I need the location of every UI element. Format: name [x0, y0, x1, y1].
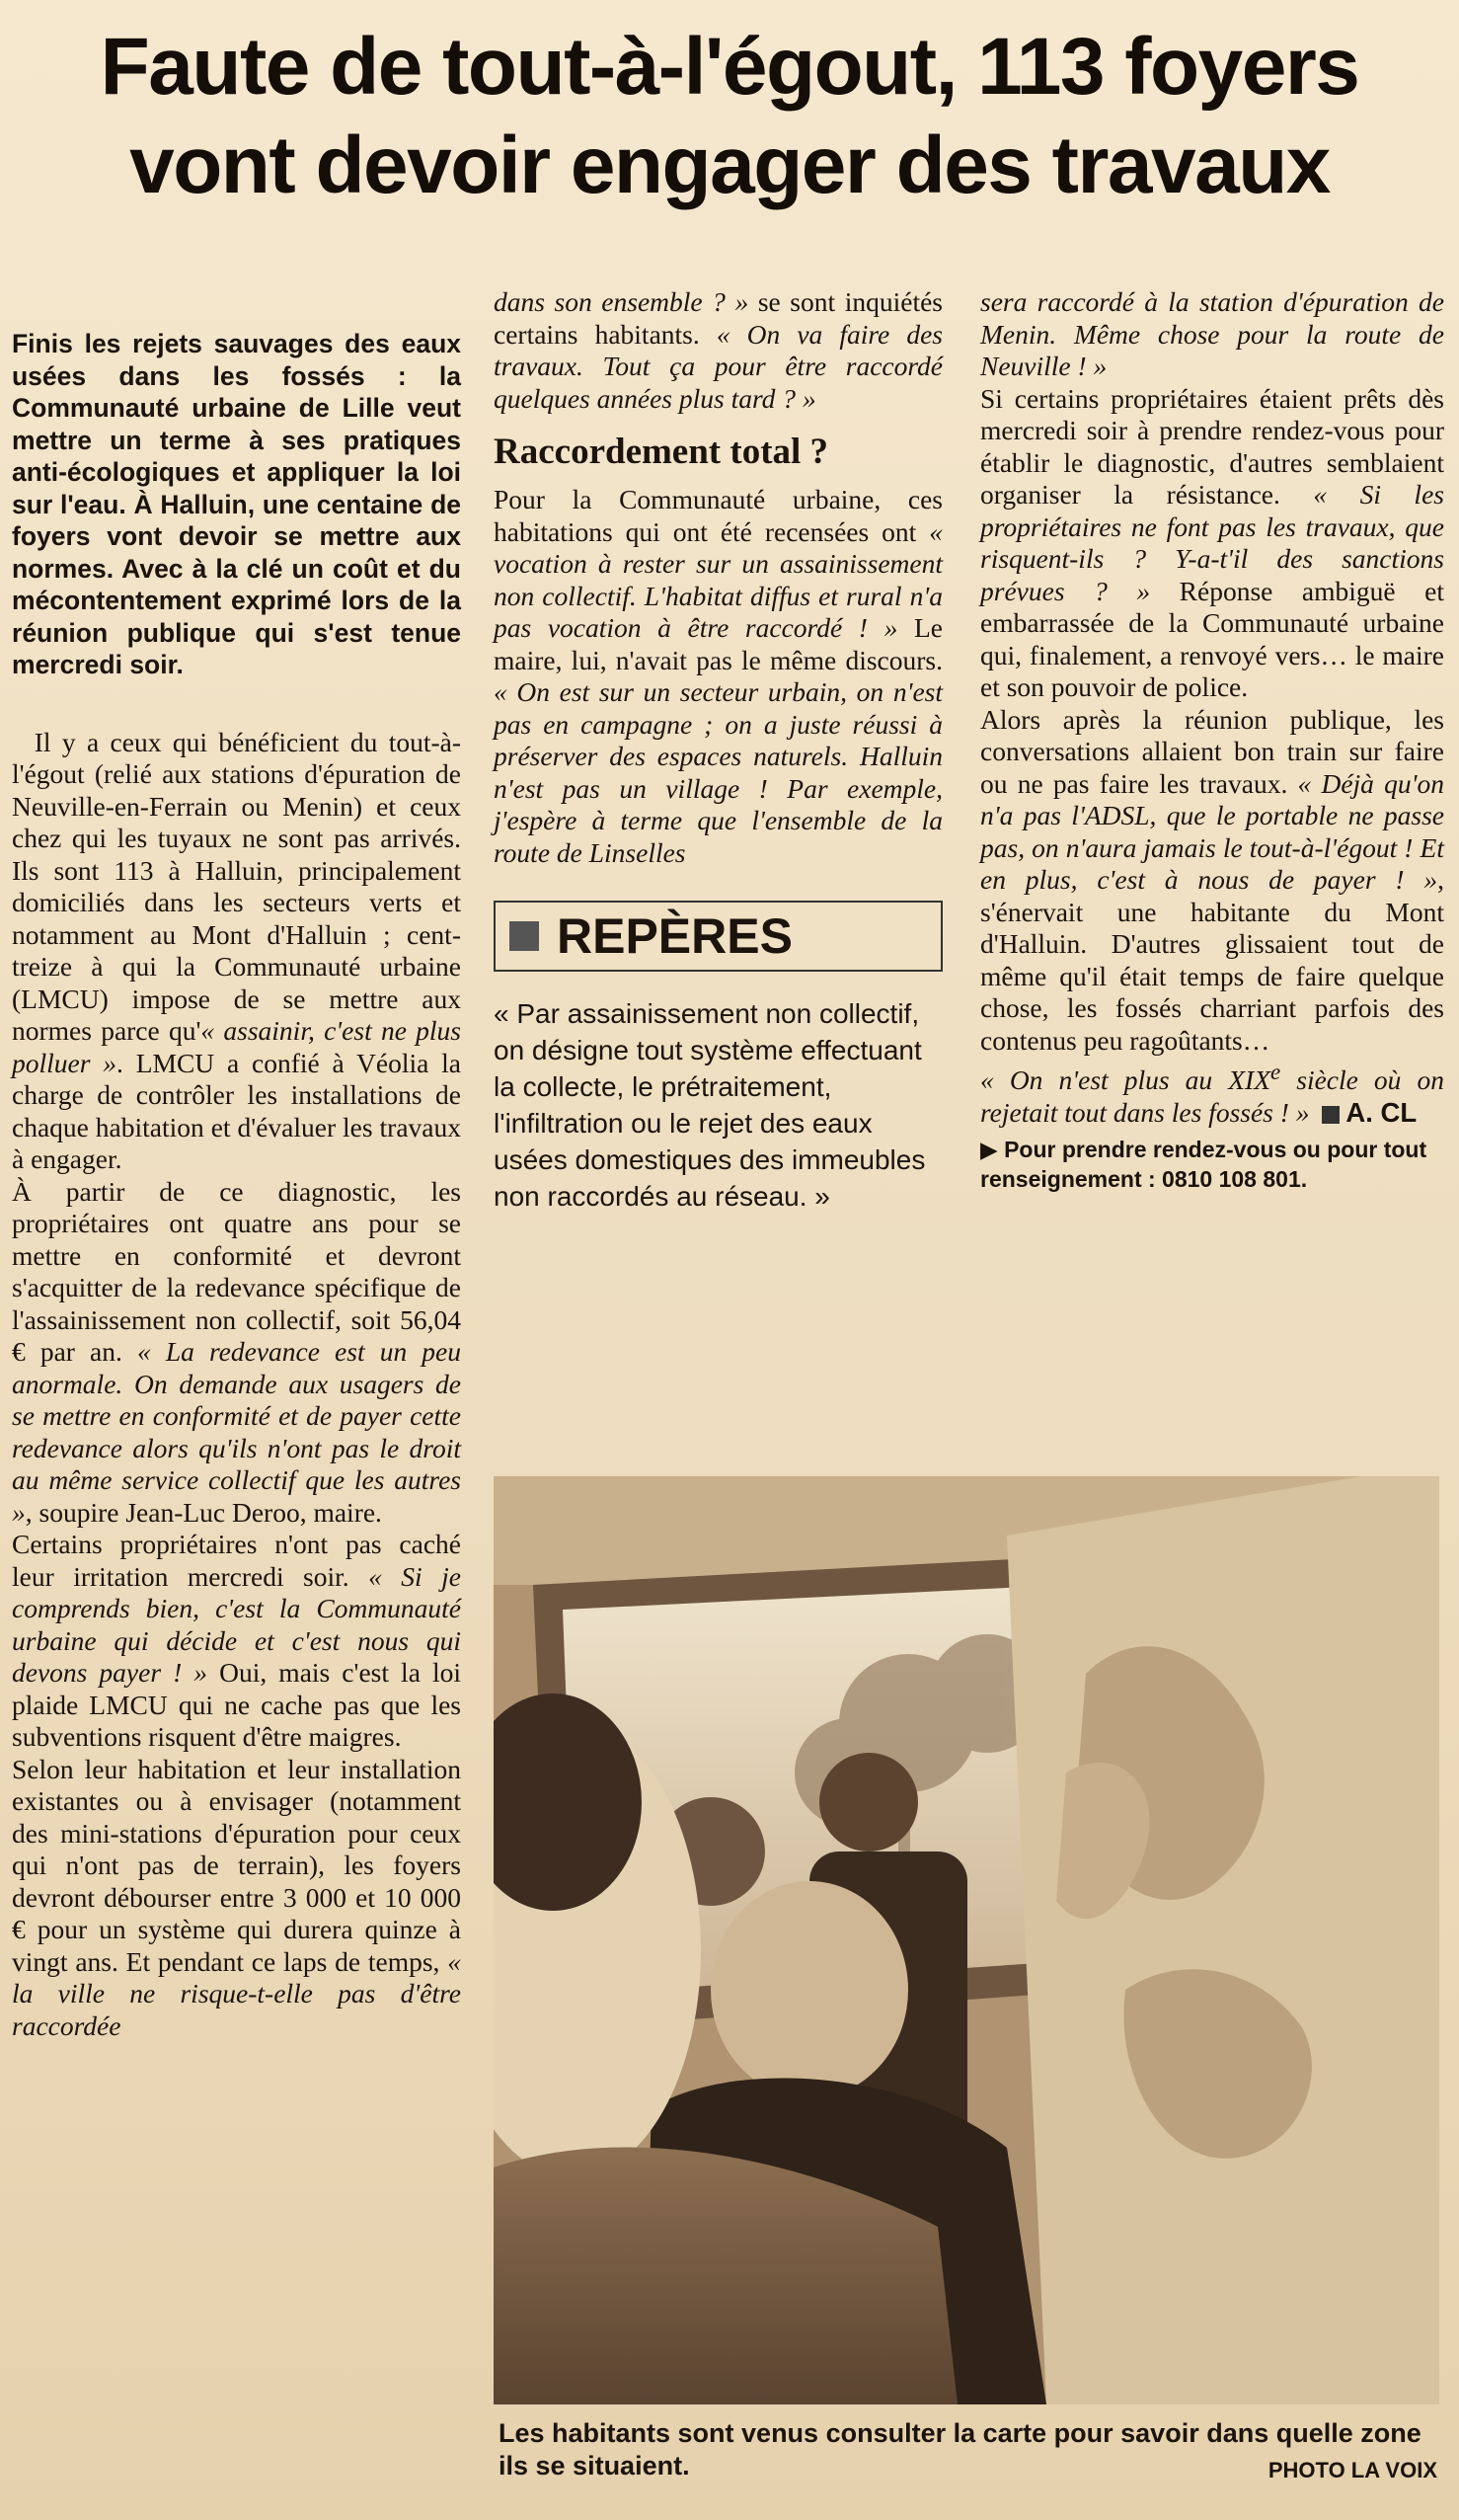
- body-paragraph: [494, 484, 943, 869]
- text-run: Si certains propriétaires étaient prêts dès mercredi soir à prendre rendez-vous pour établir le diagnostic, d'autres semblaient organiser la résistance.: [980, 382, 1444, 510]
- body-paragraph: [980, 383, 1444, 704]
- contact-info: ▶ Pour prendre rendez-vous ou pour tout renseignement : 0810 108 801.: [980, 1137, 1427, 1193]
- column-3: [980, 286, 1444, 1194]
- text-run: siècle où on rejetait tout dans les fossés ! »: [980, 1064, 1444, 1128]
- headline-line-1: Faute de tout-à-l'égout, 113 foyers: [100, 22, 1359, 112]
- body-paragraph: [980, 286, 1444, 383]
- quote: « La redevance est un peu anormale. On demande aux usagers de se mettre en conformité et de payer cette redevance alors qu'ils n'ont pas le droit au même service collectif que les autres »: [12, 1336, 461, 1528]
- text-run: Le maire, lui, n'avait pas le même discours.: [494, 612, 943, 675]
- text-run: , soupire Jean-Luc Deroo, maire.: [25, 1496, 382, 1528]
- square-bullet-icon: [1322, 1106, 1340, 1124]
- text-run: . LMCU a confié à Véolia la charge de contrôler les installations de chaque habitation et d'évaluer les travaux à engager.: [12, 1047, 461, 1174]
- column-2: [494, 286, 943, 1215]
- quote: « vocation à rester sur un assainissement non collectif. L'habitat diffus et rural n'a pas vocation à être raccordé ! »: [494, 515, 943, 643]
- reperes-text: « Par assainissement non collectif, on désigne tout système effectuant la collecte, le prétraitement, l'infiltration ou le rejet des eaux usées domestiques des immeubles non raccordés au réseau. »: [494, 998, 926, 1212]
- quote: « Si les propriétaires ne font pas les travaux, que risquent-ils ? Y-a-t'il des sanctions prévues ? »: [980, 479, 1444, 606]
- photo-credit: PHOTO LA VOIX: [1267, 2458, 1437, 2482]
- author-signature: A. CL: [1345, 1096, 1418, 1128]
- subheading: Raccordement total ?: [494, 432, 829, 472]
- lead-paragraph: Finis les rejets sauvages des eaux usées dans les fossés : la Communauté urbaine de Lille veut mettre un terme à ses pratiques anti-écologiques et appliquer la loi sur l'eau. À Halluin, une centaine de foyers vont devoir se mettre aux normes. Avec à la clé un coût et du mécontentement exprimé lors de la réunion publique qui s'est tenue mercredi soir.: [12, 329, 461, 679]
- quote: « Si je comprends bien, c'est la Communauté urbaine qui décide et c'est nous qui devons payer ! »: [12, 1560, 461, 1688]
- photo-illustration: [494, 1476, 1439, 2404]
- text-run: Oui, mais c'est la loi plaide LMCU qui ne cache pas que les subventions risquent d'être maigres.: [12, 1657, 461, 1752]
- text-run: se sont inquiétés certains habitants.: [494, 286, 943, 350]
- quote: dans son ensemble ? »: [494, 286, 749, 317]
- reperes-box: [494, 901, 943, 972]
- quote: sera raccordé à la station d'épuration de Menin. Même chose pour la route de Neuville ! »: [980, 286, 1444, 381]
- text-run: Pour la Communauté urbaine, ces habitations qui ont été recensées ont: [494, 484, 943, 547]
- text-run: Selon leur habitation et leur installation existantes ou à envisager (notamment des mini-stations d'épuration pour ceux qui n'ont pas de terrain), les foyers devront débourser entre 3 000 et 10 000 € pour un système qui durera quinze à vingt ans. Et pendant ce laps de temps,: [12, 1753, 461, 1977]
- text-run: , s'énervait une habitante du Mont d'Halluin. D'autres glissaient tout de même qu'il était temps de faire quelque chose, les fossés charriant parfois des contenus peu ragoûtants…: [980, 864, 1444, 1056]
- body-paragraph: [980, 1057, 1444, 1129]
- quote: « On va faire des travaux. Tout ça pour être raccordé quelques années plus tard ? »: [494, 318, 943, 414]
- superscript: e: [1270, 1060, 1281, 1084]
- body-paragraph: [12, 1176, 461, 1530]
- square-bullet-icon: [509, 921, 539, 951]
- text-run: À partir de ce diagnostic, les propriétaires ont quatre ans pour se mettre en conformité et devront s'acquitter de la redevance spécifique de l'assainissement non collectif, soit 56,04 € par an.: [12, 1175, 461, 1367]
- text-run: « On n'est plus au XIX: [980, 1064, 1270, 1096]
- quote: « assainir, c'est ne plus polluer »: [12, 1015, 461, 1078]
- text-run: Il y a ceux qui bénéficient du tout-à-l'égout (relié aux stations d'épuration de Neuville-en-Ferrain ou Menin) et ceux chez qui les tuyaux ne sont pas arrivés. Ils sont 113 à Halluin, principalement domiciliés dans les secteurs verts et notamment au Mont d'Halluin ; cent-treize à qui la Communauté urbaine (LMCU) impose de se mettre aux normes parce qu': [12, 726, 461, 1046]
- body-paragraph: [12, 1754, 461, 2043]
- photo-caption: Les habitants sont venus consulter la carte pour savoir dans quelle zone ils se situaient.: [499, 2418, 1421, 2481]
- column-1: [12, 286, 461, 2042]
- body-paragraph: [494, 286, 943, 415]
- headline-line-2: vont devoir engager des travaux: [129, 120, 1330, 210]
- body-paragraph: [12, 1529, 461, 1754]
- reperes-title: REPÈRES: [557, 908, 793, 964]
- quote: « la ville ne risque-t-elle pas d'être raccordée: [12, 1945, 461, 2041]
- text-run: Alors après la réunion publique, les conversations allaient bon train sur faire ou ne pas faire les travaux.: [980, 703, 1444, 799]
- text-run: Certains propriétaires n'ont pas caché leur irritation mercredi soir.: [12, 1529, 461, 1592]
- body-paragraph: [12, 727, 461, 1176]
- body-paragraph: [980, 704, 1444, 1058]
- quote: « Déjà qu'on n'a pas l'ADSL, que le portable ne passe pas, on n'aura jamais le tout-à-l'égout ! Et en plus, c'est à nous de payer ! »: [980, 767, 1444, 895]
- article-photo: [494, 1476, 1439, 2404]
- headline: [0, 18, 1459, 215]
- text-run: Réponse ambiguë et embarrassée de la Communauté urbaine qui, finalement, a renvoyé vers… le maire et son pouvoir de police.: [980, 575, 1444, 702]
- quote: « On est sur un secteur urbain, on n'est pas en campagne ; on a juste réussi à préserver des espaces naturels. Halluin n'est pas un village ! Par exemple, j'espère à terme que l'ensemble de la route de Linselles: [494, 676, 943, 868]
